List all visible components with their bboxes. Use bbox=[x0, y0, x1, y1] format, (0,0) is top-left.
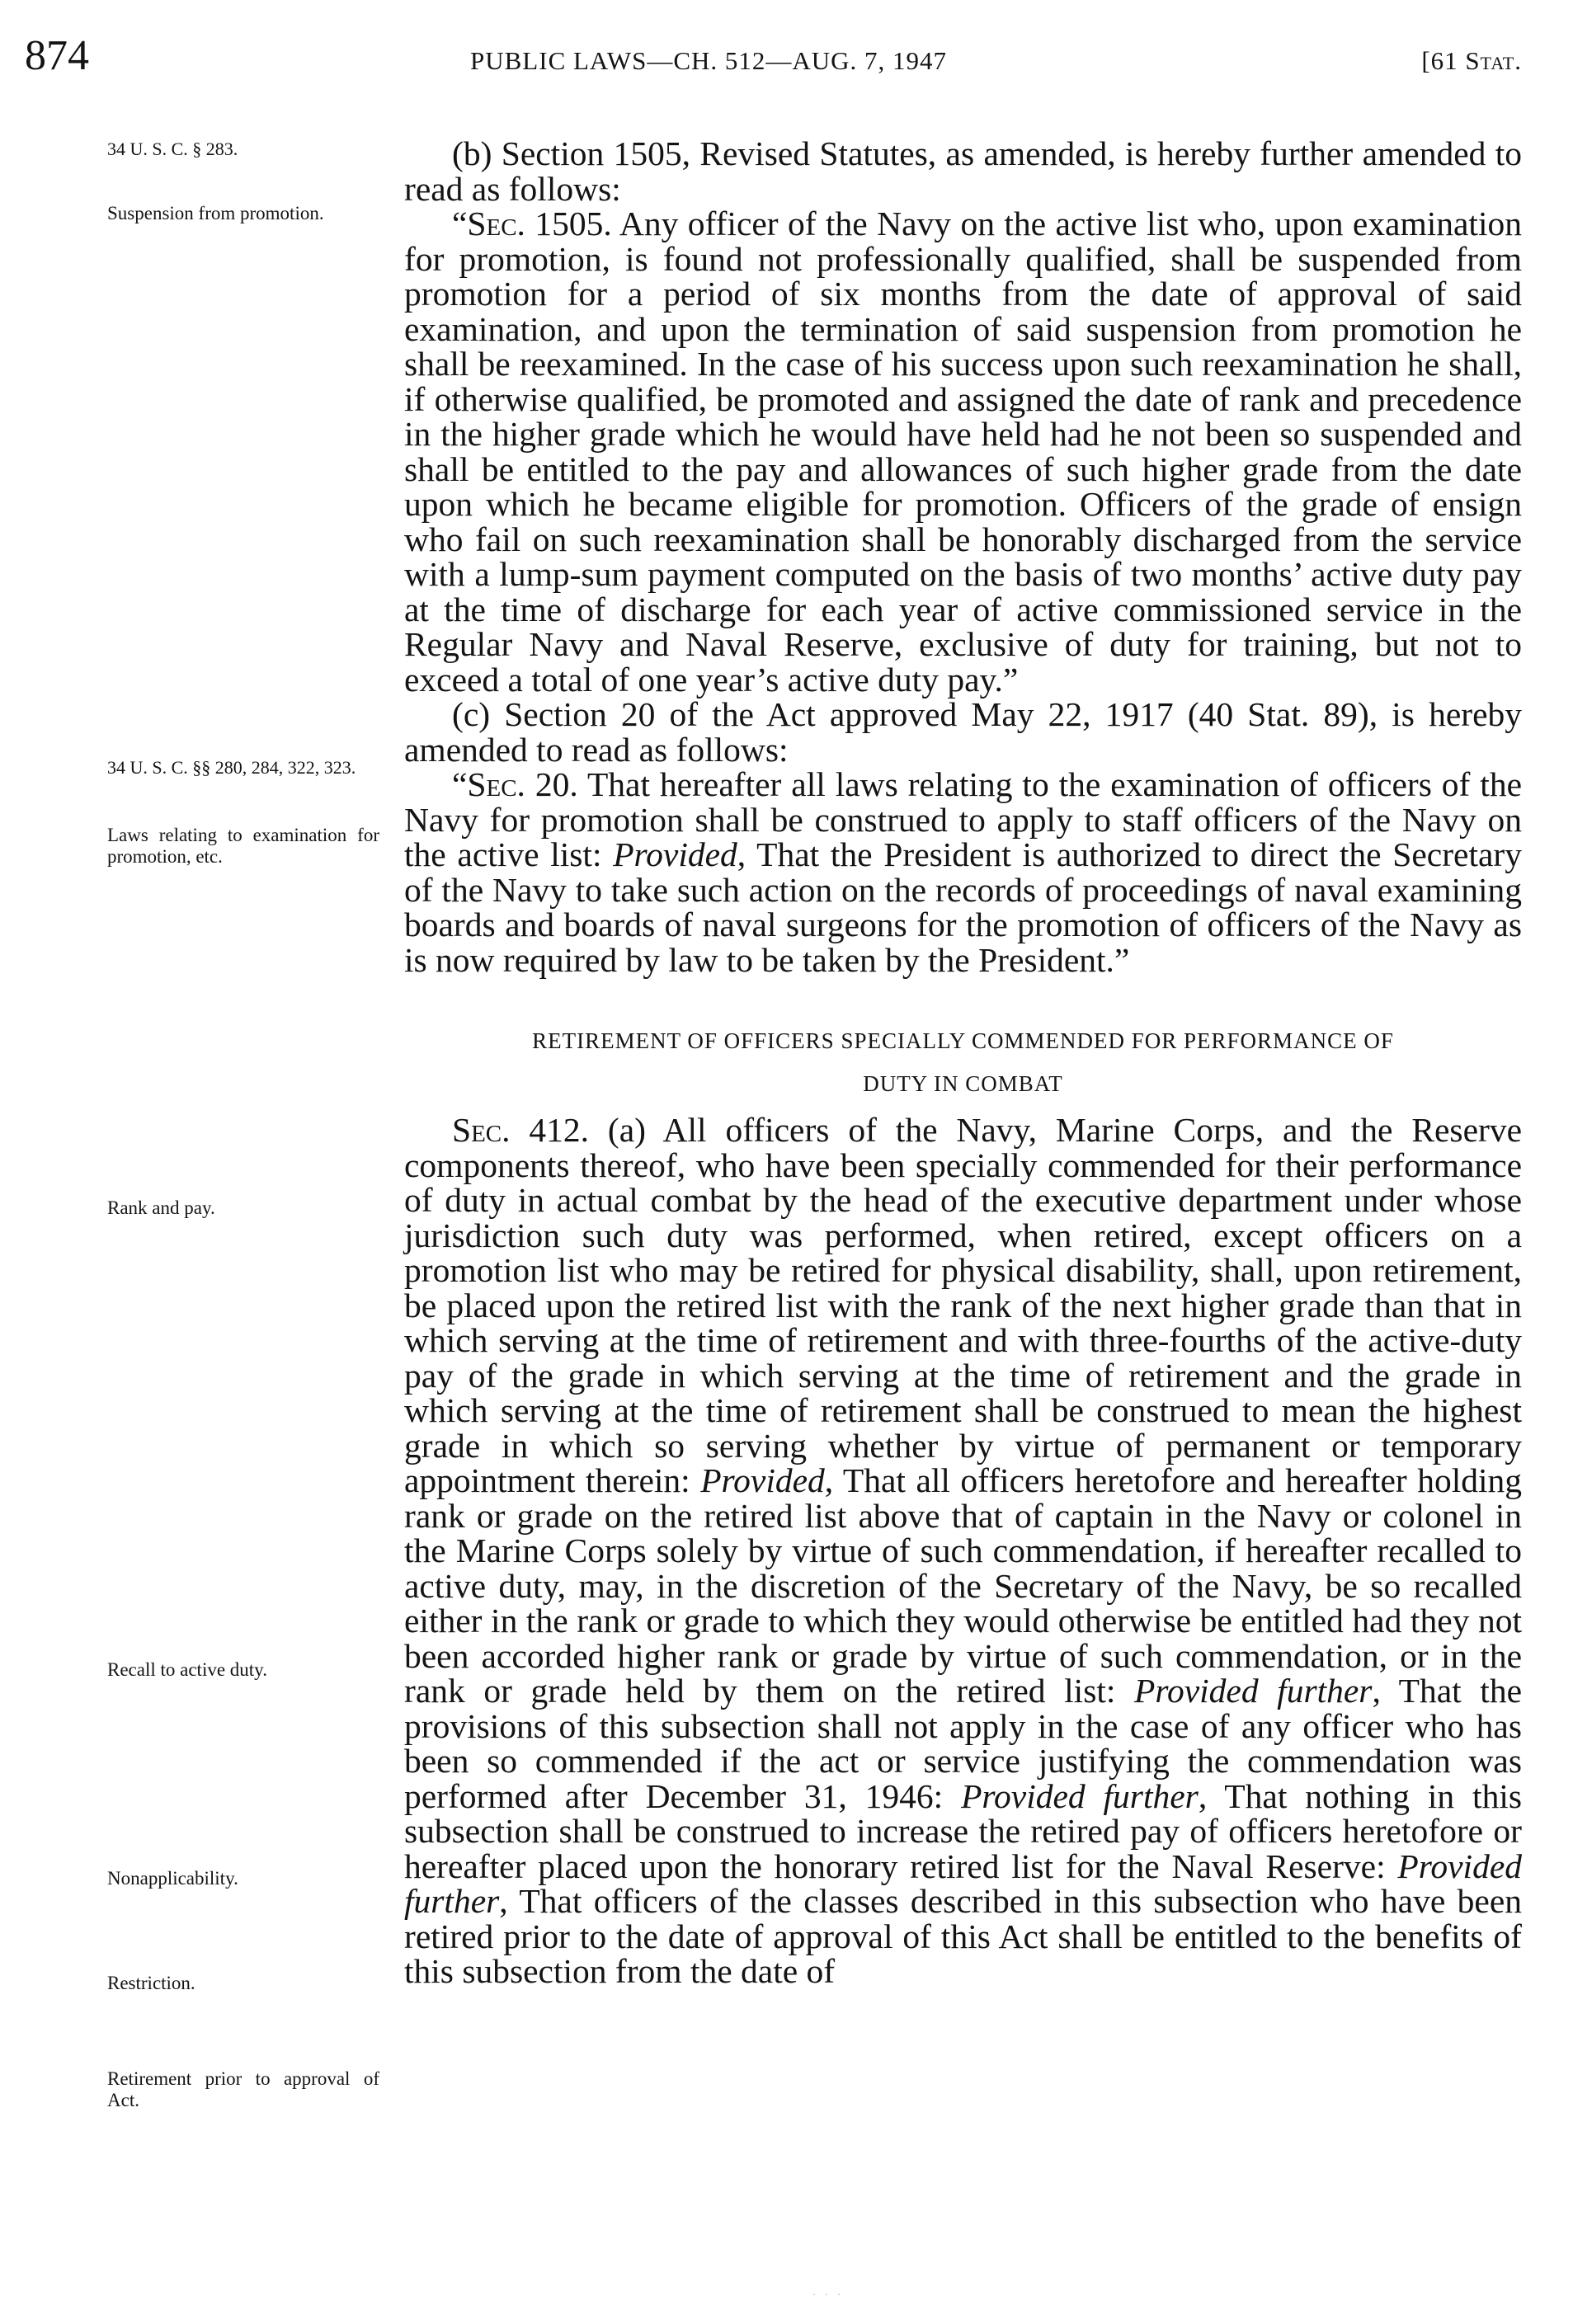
section-label: Sec. bbox=[452, 1111, 511, 1149]
paragraph-b: (b) Section 1505, Revised Statutes, as amended, is hereby further amended to read as follows: bbox=[404, 134, 1522, 208]
provided-further-clause: Provided further bbox=[404, 1846, 1522, 1920]
section-412 bbox=[404, 1113, 1522, 1989]
section-412-text: , That all officers heretofore and hereafter holding rank or grade on the retired list above that of captain in the Navy or colonel in the Marine Corps solely by virtue of such commendation, if hereafter recalled to active duty, may, in the discretion of the Secretary of the Navy, be so recalled either in the rank or grade to which they would otherwise be entitled had they not been accorded higher rank or grade by virtue of such commendation, or in the rank or grade held by them on the retired list: bbox=[404, 1461, 1523, 1710]
margin-note-suspension: Suspension from promotion. bbox=[107, 203, 324, 223]
margin-citation-283: 34 U. S. C. § 283. bbox=[107, 139, 238, 159]
margin-note-restriction: Restriction. bbox=[107, 1973, 195, 1993]
section-label: “Sec. bbox=[452, 205, 525, 242]
paragraph-c: (c) Section 20 of the Act approved May 22, 1917 (40 Stat. 89), is hereby amended to read as follows: bbox=[404, 695, 1522, 769]
page-number: 874 bbox=[25, 32, 89, 79]
section-412-text: , That nothing in this subsection shall be construed to increase the retired pay of officers heretofore or hereafter placed upon the honorary retired list for the Naval Reserve: bbox=[404, 1776, 1523, 1885]
section-20-text: 20. That hereafter all laws relating to the examination of officers of the Navy for promotion shall be construed to apply to staff officers of the Navy on the active list: bbox=[404, 765, 1522, 873]
margin-note-recall: Recall to active duty. bbox=[107, 1659, 267, 1680]
margin-note-nonapplicability: Nonapplicability. bbox=[107, 1868, 238, 1889]
section-1505 bbox=[404, 206, 1522, 697]
section-412-text: , That officers of the classes described in this subsection who have been retired prior to the date of approval of this Act shall be entitled to the benefits of this subsection from the date of bbox=[404, 1882, 1522, 1990]
provided-clause: Provided bbox=[700, 1461, 825, 1499]
section-20-text-continued: , That the President is authorized to direct the Secretary of the Navy to take such action on the records of proceedings of naval examining boards and boards of naval surgeons for the promotion of officers of the Navy as is now required by law to be taken by the President.” bbox=[404, 835, 1522, 979]
margin-note-rank-and-pay: Rank and pay. bbox=[107, 1197, 215, 1218]
margin-note-retirement-prior: Retirement prior to approval of Act. bbox=[107, 2068, 379, 2110]
provided-clause: Provided bbox=[613, 835, 737, 873]
statute-body bbox=[404, 136, 1522, 1989]
page-header bbox=[25, 31, 1522, 89]
section-1505-text: 1505. Any officer of the Navy on the active list who, upon examination for promotion, is found not professionally qualified, shall be suspended from promotion for a period of six months from the date of approval of said examination, and upon the termination of said suspension from promotion he shall be reexamined. In the case of his success upon such reexamination he shall, if otherwise qualified, be promoted and assigned the date of rank and precedence in the higher grade which he would have held had he not been so suspended and shall be entitled to the pay and allowances of such higher grade from the date upon which he became eligible for promotion. Officers of the grade of ensign who fail on such reexamination shall be honorably discharged from the service with a lump-sum payment computed on the basis of two months’ active duty pay at the time of discharge for each year of active commissioned service in the Regular Navy and Naval Reserve, exclusive of duty for training, but not to exceed a total of one year’s active duty pay.” bbox=[404, 205, 1522, 699]
running-head: PUBLIC LAWS—CH. 512—AUG. 7, 1947 bbox=[470, 46, 948, 75]
margin-note-laws-relating: Laws relating to examination for promotion, etc. bbox=[107, 825, 379, 867]
statute-reference: [61 Stat. bbox=[1421, 46, 1522, 75]
provided-further-clause: Provided further bbox=[961, 1776, 1199, 1815]
provided-further-clause: Provided further bbox=[1134, 1672, 1373, 1710]
section-412-text: 412. (a) All officers of the Navy, Marine Corps, and the Reserve components thereof, who have been specially commended for their performance of duty in actual combat by the head of the executive department under whose jurisdiction such duty was performed, when retired, except officers on a promotion list who may be retired for physical disability, shall, upon retirement, be placed upon the retired list with the rank of the next higher grade than that in which serving at the time of retirement and with three-fourths of the active-duty pay of the grade in which serving at the time of retirement and the grade in which serving at the time of retirement shall be construed to mean the highest grade in which so serving whether by virtue of permanent or temporary appointment therein: bbox=[404, 1111, 1522, 1499]
margin-citation-280: 34 U. S. C. §§ 280, 284, 322, 323. bbox=[107, 757, 356, 778]
section-heading: RETIREMENT OF OFFICERS SPECIALLY COMMENDED FOR PERFORMANCE OF bbox=[532, 1028, 1394, 1053]
section-20 bbox=[404, 767, 1522, 977]
section-412-text: , That the provisions of this subsection shall not apply in the case of any officer who has been so commended if the act or service justifying the commendation was performed after December 31, 1946: bbox=[404, 1672, 1522, 1815]
scan-artifact: · · · bbox=[812, 2289, 844, 2300]
section-label: “Sec. bbox=[452, 765, 525, 803]
section-heading-line-2: DUTY IN COMBAT bbox=[863, 1071, 1063, 1096]
